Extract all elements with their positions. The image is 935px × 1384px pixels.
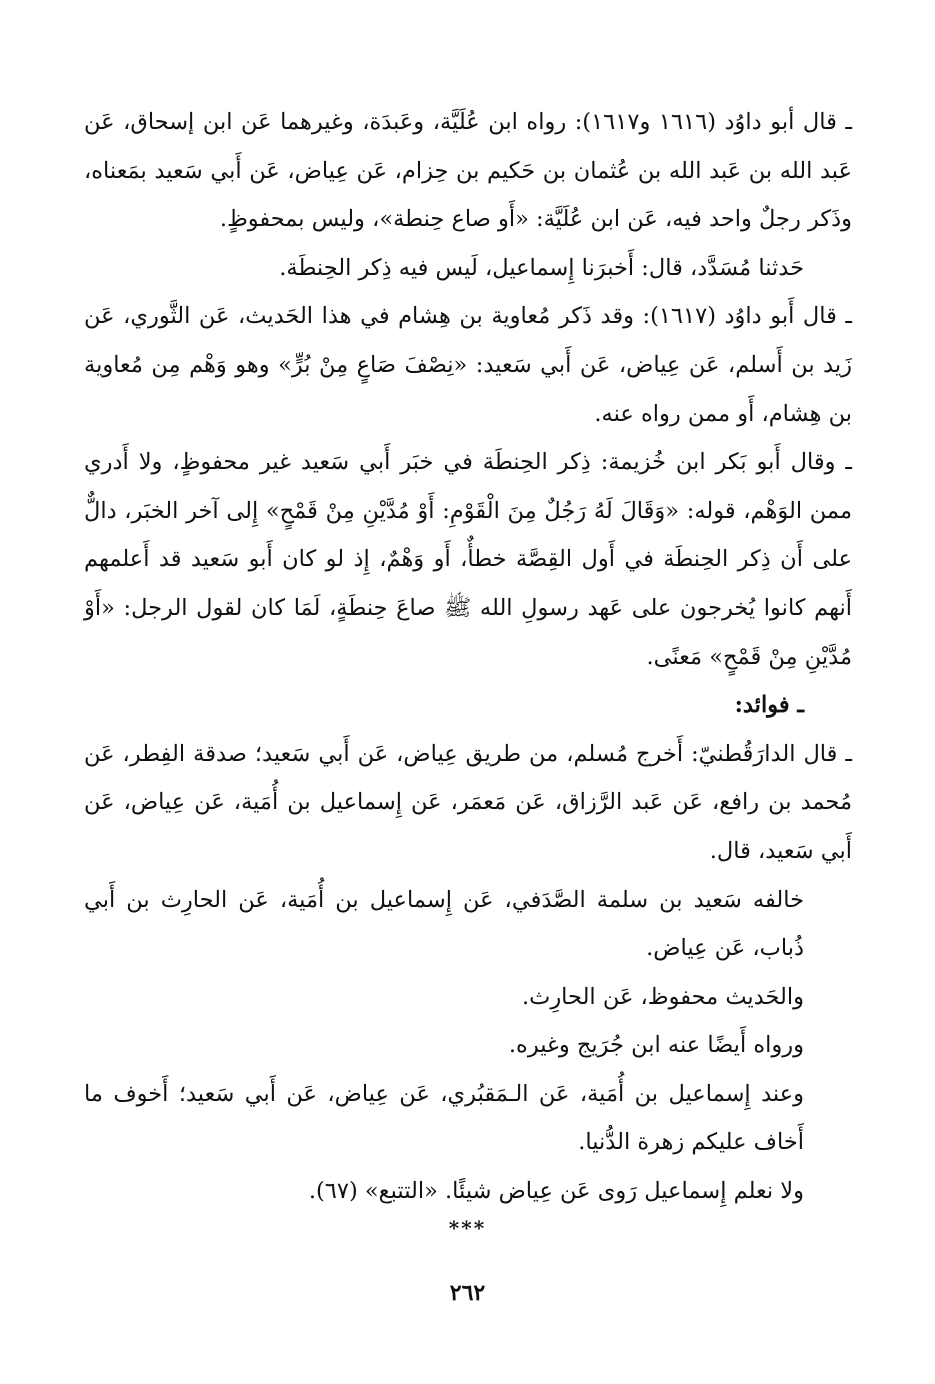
page-number: ٢٦٢: [449, 1280, 486, 1306]
paragraph-rawahu: ورواه أَيضًا عنه ابن جُرَيج وغيره.: [508, 1032, 804, 1059]
paragraph-abu-dawud-2: ـ قال أَبو داوُد (١٦١٧): وقد ذَكر مُعاوية بن هِشام في هذا الحَديث، عَن الثَّوري، عَن زَيد بن أَسلم، عَن عِياض، عَن أَبي سَعيد: «نِصْفَ صَاعٍ مِنْ بُرٍّ» وهو وَهْم مِن مُعاوية بن هِشام، أَو ممن رواه عنه.: [84, 303, 852, 427]
paragraph-abu-dawud-1: ـ قال أبو داوُد (١٦١٦ و١٦١٧): رواه ابن عُلَيَّة، وعَبدَة، وغيرهما عَن ابن إسحاق، عَن عَبد الله بن عَبد الله بن عُثمان بن حَكيم بن حِزام، عَن عِياض، عَن أَبي سَعيد بمَعناه، وذَكر رجلٌ واحد فيه، عَن ابن عُلَيَّة: «أَو صاع حِنطة»، وليس بمحفوظٍ.: [84, 109, 852, 233]
paragraph-daraqutni: ـ قال الدارَقُطنيّ: أَخرج مُسلم، من طريق عِياض، عَن أَبي سَعيد؛ صدقة الفِطر، عَن مُحمد بن رافع، عَن عَبد الرَّزاق، عَن مَعمَر، عَن إِسماعيل بن أُمَية، عَن عِياض، عَن أَبي سَعيد، قال.: [84, 740, 852, 864]
paragraph-musaddad: حَدثنا مُسَدَّد، قال: أَخبرَنا إِسماعيل، لَيس فيه ذِكر الحِنطَة.: [279, 254, 804, 281]
paragraph-wa-inda: وعند إِسماعيل بن أُمَية، عَن الـمَقبُري، عَن عِياض، عَن أَبي سَعيد؛ أَخوف ما أَخاف عليكم زهرة الدُّنيا.: [84, 1080, 804, 1156]
paragraph-la-naalam: ولا نعلم إِسماعيل رَوى عَن عِياض شيئًا. «التتبع» (٦٧).: [308, 1178, 804, 1205]
paragraph-mahfuz: والحَديث محفوظ، عَن الحارِث.: [521, 983, 804, 1010]
paragraph-ibn-khuzaymah: ـ وقال أَبو بَكر ابن خُزيمة: ذِكر الحِنطَة في خبَر أَبي سَعيد غير محفوظٍ، ولا أَدري ممن الوَهْم، قوله: «وَقَالَ لَهُ رَجُلٌ مِنَ الْقَوْمِ: أَوْ مُدَّيْنِ مِنْ قَمْحٍ» إِلى آخر الخبَر، دالٌّ على أَن ذِكر الحِنطَة في أَول القِصَّة خطأٌ، أَو وَهْمٌ، إِذ لو كان أَبو سَعيد قد أَعلمهم أَنهم كانوا يُخرجون على عَهد رسولِ الله ﷺ صاعَ حِنطَةٍ، لَمَا كان لقول الرجل: «أَوْ مُدَّيْنِ مِنْ قَمْحٍ» مَعنًى.: [84, 449, 852, 670]
section-divider: ***: [448, 1216, 487, 1240]
paragraph-khalafahu: خالفه سَعيد بن سلمة الصَّدَفي، عَن إِسماعيل بن أُمَية، عَن الحارِث بن أَبي ذُباب، عَن عِياض.: [84, 886, 804, 962]
body-text: [84, 98, 852, 1216]
section-heading-fawaid: ـ فوائد:: [734, 692, 804, 719]
